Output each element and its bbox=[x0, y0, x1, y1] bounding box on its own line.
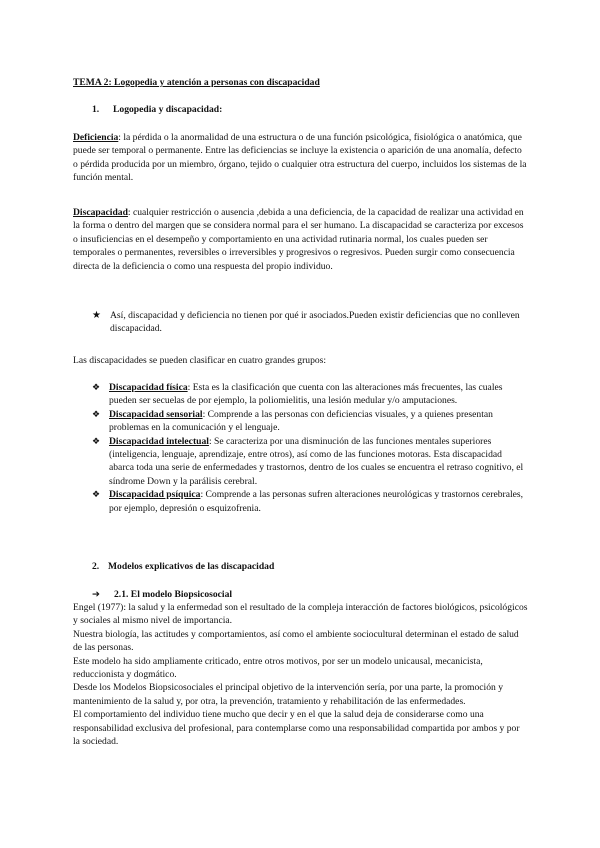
paragraph: Engel (1977): la salud y la enfermedad son el resultado de la compleja interacción de factores biológicos, psicológicos y sociales al mismo nivel de importancia. bbox=[73, 602, 528, 627]
note-item bbox=[92, 309, 528, 336]
section-2-number: 2. bbox=[92, 561, 100, 572]
type-term: Discapacidad intelectual bbox=[109, 435, 209, 447]
arrow-right-icon: ➔ bbox=[92, 589, 101, 600]
type-description: : Comprende a las personas con deficiencias visuales, y a quienes presentan problemas en la comunicación y el lenguaje. bbox=[109, 408, 493, 434]
section-1-heading-text: Logopedia y discapacidad: bbox=[113, 104, 223, 115]
note-text: Así, discapacidad y deficiencia no tienen por qué ir asociados.Pueden existir deficiencias que no conlleven discapacidad. bbox=[110, 310, 520, 335]
type-term: Discapacidad psíquica bbox=[109, 489, 201, 501]
paragraph: Este modelo ha sido ampliamente criticado, entre otros motivos, por ser un modelo unicausal, mecanicista, reduccionista y dogmático. bbox=[73, 655, 483, 681]
type-description: : Esta es la clasificación que cuenta con las alteraciones más frecuentes, las cuales pueden ser secuelas de por ejemplo, la poliomielitis, una lesión medular y/o amputaciones. bbox=[109, 382, 503, 407]
discapacidad-definition: : cualquier restricción o ausencia ,debida a una deficiencia, de la capacidad de realizar una actividad en la forma o dentro del margen que se considera normal para el ser humano. La discapacidad se caracteriza por excesos o insuficiencias en el desempeño y comportamiento en una actividad rutinaria normal, los cuales pueden ser temporales o permanentes, reversibles o irreversibles y progresivos o regresivos. Pueden surgir como consecuencia directa de la deficiencia o como una respuesta del propio individuo. bbox=[73, 207, 524, 272]
section-1-heading bbox=[92, 103, 547, 116]
star-icon: ★ bbox=[92, 310, 101, 321]
type-description: : Se caracteriza por una disminución de las funciones mentales superiores (inteligencia, lenguaje, aprendizaje, entre otros), así como de las funciones motoras. Esta discapacidad abarca toda una serie de enfermedades y trastornos, dentro de los cuales se encuentra el retraso cognitivo, el síndrome Down y la parálisis cerebral. bbox=[109, 435, 524, 487]
section-2-heading-text: Modelos explicativos de las discapacidad bbox=[108, 561, 275, 572]
paragraph: Nuestra biología, las actitudes y comportamientos, así como el ambiente sociocultural determinan el estado de salud de las personas. bbox=[73, 628, 519, 654]
deficiencia-term: Deficiencia bbox=[73, 132, 119, 143]
discapacidad-paragraph bbox=[73, 206, 528, 273]
type-term: Discapacidad sensorial bbox=[109, 408, 203, 420]
page-title: TEMA 2: Logopedia y atención a personas con discapacidad bbox=[73, 77, 320, 88]
list-item bbox=[92, 488, 528, 515]
diamond-bullet-icon: ❖ bbox=[92, 489, 101, 500]
deficiencia-definition: : la pérdida o la anormalidad de una estructura o de una función psicológica, fisiológica o anatómica, que puede ser temporal o permanente. Entre las deficiencias se incluye la existencia o aparición de una anomalía, defecto o pérdida producida por un miembro, órgano, tejido o cualquier otra estructura del cuerpo, incluidos los sistemas de la función mental. bbox=[73, 132, 527, 184]
paragraph: El comportamiento del individuo tiene mucho que decir y en el que la salud deja de considerarse como una responsabilidad exclusiva del profesional, para contemplarse como una responsabilidad compartida por ambos y por la sociedad. bbox=[73, 709, 520, 748]
discapacidad-types-list bbox=[92, 381, 528, 515]
classification-intro: Las discapacidades se pueden clasificar en cuatro grandes grupos: bbox=[73, 355, 327, 366]
biopsicosocial-text bbox=[73, 601, 528, 748]
section-1-number: 1. bbox=[92, 104, 100, 115]
discapacidad-term: Discapacidad bbox=[73, 207, 128, 218]
subsection-heading bbox=[92, 588, 547, 601]
section-2-heading bbox=[92, 560, 547, 573]
subsection-heading-text: 2.1. El modelo Biopsicosocial bbox=[114, 589, 233, 600]
type-description: : Comprende a las personas sufren alteraciones neurológicas y trastornos cerebrales, por ejemplo, depresión o esquizofrenia. bbox=[109, 489, 524, 514]
diamond-bullet-icon: ❖ bbox=[92, 382, 101, 392]
list-item bbox=[92, 435, 528, 489]
deficiencia-paragraph bbox=[73, 131, 528, 185]
paragraph: Desde los Modelos Biopsicosociales el principal objetivo de la intervención sería, por una parte, la promoción y mantenimiento de la salud y, por otra, la prevención, tratamiento y rehabilitación de las enfermedades. bbox=[73, 682, 504, 707]
list-item bbox=[92, 381, 528, 408]
diamond-bullet-icon: ❖ bbox=[92, 408, 101, 419]
list-item bbox=[92, 408, 528, 435]
diamond-bullet-icon: ❖ bbox=[92, 435, 101, 446]
type-term: Discapacidad física bbox=[109, 382, 188, 393]
